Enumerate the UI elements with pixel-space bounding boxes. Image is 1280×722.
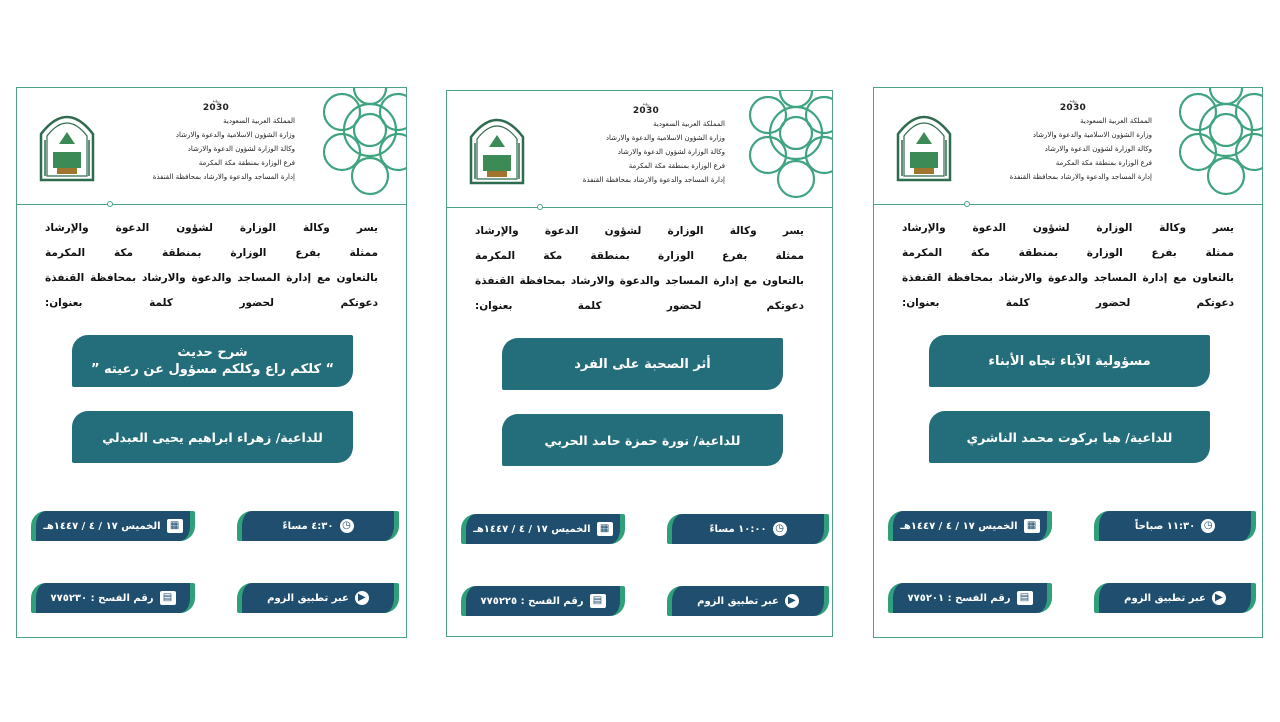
calendar-icon: ▦ xyxy=(167,519,183,533)
platform-badge xyxy=(1094,583,1256,613)
vision-year: 2030 xyxy=(632,106,660,116)
divider-dot xyxy=(537,204,543,210)
intro-line: بالتعاون مع إدارة المساجد والدعوة والارشاد بمحافظة القنفذة xyxy=(902,272,1234,284)
calendar-icon: ▦ xyxy=(1024,519,1040,533)
lecture-title xyxy=(929,335,1210,387)
intro-line: يسر وكالة الوزارة لشؤون الدعوة والإرشاد xyxy=(45,222,378,234)
time-text: ١٠:٠٠ مساءً xyxy=(709,523,767,535)
header-divider xyxy=(17,204,406,205)
header-line: فرع الوزارة بمنطقة مكة المكرمة xyxy=(198,159,295,167)
id-card-icon: ▤ xyxy=(1017,591,1033,605)
time-badge xyxy=(237,511,399,541)
lecture-title-line: مسؤولية الآباء تجاه الأبناء xyxy=(988,353,1151,369)
platform-badge xyxy=(237,583,399,613)
header-line: وكالة الوزارة لشؤون الدعوة والارشاد xyxy=(617,148,725,156)
clock-icon: ◷ xyxy=(773,522,787,536)
intro-line: بالتعاون مع إدارة المساجد والدعوة والارشاد بمحافظة القنفذة xyxy=(45,272,378,284)
divider-dot xyxy=(964,201,970,207)
time-badge xyxy=(1094,511,1256,541)
header-line: وزارة الشؤون الاسلامية والدعوة والارشاد xyxy=(175,131,295,139)
platform-text: عبر تطبيق الزوم xyxy=(1124,592,1206,604)
permit-badge xyxy=(461,586,625,616)
header-line: المملكة العربية السعودية xyxy=(653,120,725,128)
header-line: وكالة الوزارة لشؤون الدعوة والارشاد xyxy=(1044,145,1152,153)
invitation-card-3 xyxy=(873,87,1263,638)
date-badge xyxy=(888,511,1052,541)
date-badge xyxy=(31,511,195,541)
date-text: الخميس ١٧ / ٤ / ١٤٤٧هـ xyxy=(43,520,161,532)
ministry-logo xyxy=(37,104,97,182)
header-line: إدارة المساجد والدعوة والارشاد بمحافظة القنفذة xyxy=(152,173,295,181)
intro-line: ممثلة بفرع الوزارة بمنطقة مكة المكرمة xyxy=(475,250,804,262)
vision-2030-logo xyxy=(201,98,231,113)
video-camera-icon: ▶ xyxy=(785,594,799,608)
invitation-card-2 xyxy=(446,90,833,637)
lecture-title-line: “ كلكم راع وكلكم مسؤول عن رعيته ” xyxy=(90,362,335,377)
lecture-title-line: أثر الصحبة على الفرد xyxy=(574,356,711,372)
intro-line: دعوتكم لحضور كلمة بعنوان: xyxy=(475,300,804,312)
intro-line: يسر وكالة الوزارة لشؤون الدعوة والإرشاد xyxy=(475,225,804,237)
speaker-name: للداعية/ هيا بركوت محمد الناشري xyxy=(929,411,1210,463)
header-divider xyxy=(874,204,1262,205)
permit-badge xyxy=(31,583,195,613)
video-camera-icon: ▶ xyxy=(355,591,369,605)
clock-icon: ◷ xyxy=(1201,519,1215,533)
lecture-title xyxy=(72,335,353,387)
header-line: وزارة الشؤون الاسلامية والدعوة والارشاد xyxy=(1032,131,1152,139)
speaker-name: للداعية/ زهراء ابراهيم يحيى العبدلي xyxy=(72,411,353,463)
time-text: ١١:٣٠ صباحاً xyxy=(1134,520,1196,532)
intro-line: ممثلة بفرع الوزارة بمنطقة مكة المكرمة xyxy=(902,247,1234,259)
header-line: فرع الوزارة بمنطقة مكة المكرمة xyxy=(1055,159,1152,167)
platform-text: عبر تطبيق الزوم xyxy=(697,595,779,607)
vision-year: 2030 xyxy=(1059,103,1087,113)
speaker-name: للداعية/ نورة حمزة حامد الحربي xyxy=(502,414,783,466)
invitation-intro xyxy=(475,219,804,319)
vision-2030-logo xyxy=(1058,98,1088,113)
intro-line: دعوتكم لحضور كلمة بعنوان: xyxy=(45,297,378,309)
vision-label: رؤية xyxy=(212,98,220,103)
calendar-icon: ▦ xyxy=(597,522,613,536)
platform-badge xyxy=(667,586,829,616)
header-line: إدارة المساجد والدعوة والارشاد بمحافظة القنفذة xyxy=(1009,173,1152,181)
id-card-icon: ▤ xyxy=(160,591,176,605)
ministry-logo xyxy=(894,104,954,182)
platform-text: عبر تطبيق الزوم xyxy=(267,592,349,604)
invitation-intro xyxy=(45,216,378,316)
ministry-logo xyxy=(467,107,527,185)
date-text: الخميس ١٧ / ٤ / ١٤٤٧هـ xyxy=(473,523,591,535)
header-line: فرع الوزارة بمنطقة مكة المكرمة xyxy=(628,162,725,170)
permit-text: رقم الفسح : ٧٧٥٢٠١ xyxy=(907,592,1011,604)
header-line: المملكة العربية السعودية xyxy=(1080,117,1152,125)
divider-dot xyxy=(107,201,113,207)
invitation-intro xyxy=(902,216,1234,316)
permit-text: رقم الفسح : ٧٧٥٢٣٠ xyxy=(50,592,154,604)
geometric-pattern-decoration xyxy=(726,90,833,203)
intro-line: بالتعاون مع إدارة المساجد والدعوة والارشاد بمحافظة القنفذة xyxy=(475,275,804,287)
geometric-pattern-decoration xyxy=(300,87,407,200)
video-camera-icon: ▶ xyxy=(1212,591,1226,605)
permit-text: رقم الفسح : ٧٧٥٢٢٥ xyxy=(480,595,584,607)
intro-line: دعوتكم لحضور كلمة بعنوان: xyxy=(902,297,1234,309)
intro-line: ممثلة بفرع الوزارة بمنطقة مكة المكرمة xyxy=(45,247,378,259)
geometric-pattern-decoration xyxy=(1156,87,1263,200)
header-text xyxy=(565,117,725,187)
header-text xyxy=(135,114,295,184)
vision-year: 2030 xyxy=(202,103,230,113)
date-badge xyxy=(461,514,625,544)
lecture-title xyxy=(502,338,783,390)
header-line: المملكة العربية السعودية xyxy=(223,117,295,125)
id-card-icon: ▤ xyxy=(590,594,606,608)
intro-line: يسر وكالة الوزارة لشؤون الدعوة والإرشاد xyxy=(902,222,1234,234)
date-text: الخميس ١٧ / ٤ / ١٤٤٧هـ xyxy=(900,520,1018,532)
time-text: ٤:٣٠ مساءً xyxy=(282,520,334,532)
vision-label: رؤية xyxy=(642,101,650,106)
vision-2030-logo xyxy=(631,101,661,116)
time-badge xyxy=(667,514,829,544)
invitation-card-1 xyxy=(16,87,407,638)
permit-badge xyxy=(888,583,1052,613)
header-text xyxy=(992,114,1152,184)
header-line: إدارة المساجد والدعوة والارشاد بمحافظة القنفذة xyxy=(582,176,725,184)
lecture-title-line: شرح حديث xyxy=(177,345,248,360)
header-line: وكالة الوزارة لشؤون الدعوة والارشاد xyxy=(187,145,295,153)
vision-label: رؤية xyxy=(1069,98,1077,103)
header-line: وزارة الشؤون الاسلامية والدعوة والارشاد xyxy=(605,134,725,142)
clock-icon: ◷ xyxy=(340,519,354,533)
header-divider xyxy=(447,207,832,208)
